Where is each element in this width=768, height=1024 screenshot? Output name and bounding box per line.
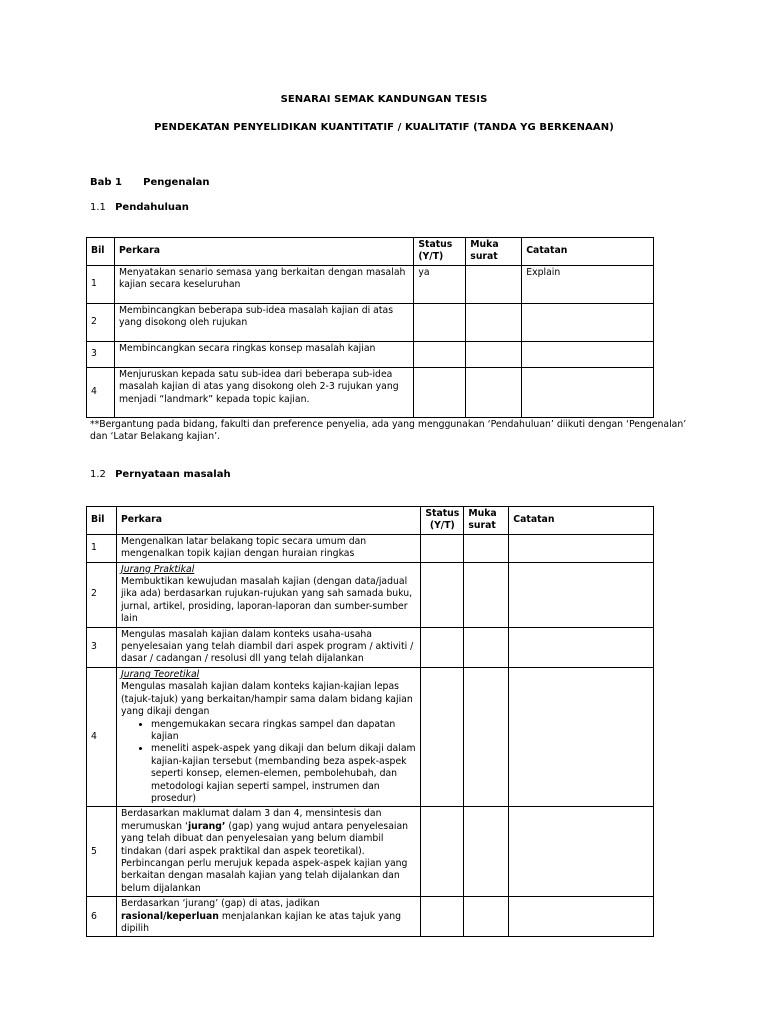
cell-perkara [116,807,420,897]
cell-heading: Jurang Teoretikal [120,668,200,680]
cell-bil: 1 [87,534,117,562]
cell-text: Perbincangan perlu merujuk kepada aspek-aspek kajian yang berkaitan dengan masalah kajian yang telah dijalankan dan belum dijalankan [120,857,408,894]
cell-muka-surat[interactable] [466,265,522,303]
cell-perkara: Menyatakan senario semasa yang berkaitan dengan masalah kajian secara keseluruhan [114,265,413,303]
cell-heading: Jurang Praktikal [120,563,195,575]
cell-bil: 3 [87,627,117,667]
cell-status[interactable] [421,627,464,667]
cell-muka-surat[interactable] [464,562,509,627]
table-row [87,807,654,897]
cell-status[interactable] [414,303,466,341]
cell-muka-surat[interactable] [464,667,509,806]
header-status: Status (Y/T) [421,507,464,535]
header-bil: Bil [87,238,115,266]
header-bil: Bil [87,507,117,535]
table-row [87,627,654,667]
cell-muka-surat[interactable] [464,807,509,897]
header-status: Status (Y/T) [414,238,466,266]
cell-perkara [116,897,420,937]
cell-status[interactable] [414,341,466,367]
cell-catatan[interactable] [522,303,654,341]
cell-bil: 4 [87,367,115,417]
section-name: Pendahuluan [115,202,189,213]
cell-bil: 3 [87,341,115,367]
cell-catatan[interactable]: Explain [522,265,654,303]
document-subtitle: PENDEKATAN PENYELIDIKAN KUANTITATIF / KUALITATIF (TANDA YG BERKENAAN) [154,122,614,133]
checklist-table-1 [86,237,654,418]
chapter-name: Pengenalan [143,177,210,188]
header-catatan: Catatan [509,507,654,535]
cell-text: Mengulas masalah kajian dalam konteks kajian-kajian lepas (tajuk-tajuk) yang berkaitan/hampir sama dalam bidang kajian yang dikaji dengan [120,681,413,718]
cell-text: Berdasarkan ‘jurang’ (gap) di atas, jadikan [120,898,320,910]
list-item: • meneliti aspek-aspek yang dikaji dan belum dikaji dalam kajian-kajian tersebut (membanding beza aspek-aspek seperti konsep, elemen-elemen, pembolehubah, dan metodologi kajian seperti sampel, instrumen dan prosedur) [151,743,416,805]
cell-bold-text: rasional/keperluan [120,910,219,922]
section-note: **Bergantung pada bidang, fakulti dan preference penyelia, ada yang menggunakan ‘Pendahuluan’ diikuti dengan ‘Pengenalan’ dan ‘Latar Belakang kajian’. [90,419,687,443]
cell-perkara: Mengenalkan latar belakang topic secara umum dan mengenalkan topik kajian dengan huraian ringkas [116,534,420,562]
cell-muka-surat[interactable] [464,534,509,562]
checklist-table-2 [86,506,654,937]
cell-text: Berdasarkan maklumat dalam 3 dan 4, mensintesis dan merumuskan ‘ [120,808,382,832]
table-row [87,897,654,937]
cell-perkara: Membincangkan secara ringkas konsep masalah kajian [114,341,413,367]
section-number: 1.1 [90,202,106,213]
cell-catatan[interactable] [509,627,654,667]
cell-status[interactable] [421,667,464,806]
cell-status[interactable] [421,897,464,937]
cell-text: (gap) yang wujud antara penyelesaian yang telah dibuat dan penyelesaian yang belum diambil tindakan (dari aspek praktikal dan aspek teoretikal). [120,820,409,857]
list-item: • mengemukakan secara ringkas sampel dan dapatan kajian [151,719,416,744]
bullet-list [121,719,416,806]
cell-perkara: Mengulas masalah kajian dalam konteks usaha-usaha penyelesaian yang telah diambil dari aspek program / aktiviti / dasar / cadangan / resolusi dll yang telah dijalankan [116,627,420,667]
cell-bil: 4 [87,667,117,806]
header-perkara: Perkara [114,238,413,266]
cell-muka-surat[interactable] [466,303,522,341]
cell-status[interactable] [414,367,466,417]
cell-catatan[interactable] [509,562,654,627]
chapter-heading [90,177,210,188]
cell-bil: 5 [87,807,117,897]
header-perkara: Perkara [116,507,420,535]
table-row [87,667,654,806]
document-title: SENARAI SEMAK KANDUNGAN TESIS [280,94,488,105]
cell-catatan[interactable] [509,897,654,937]
cell-catatan[interactable] [522,341,654,367]
cell-catatan[interactable] [509,534,654,562]
section-heading-1 [90,202,189,213]
section-heading-2 [90,469,231,480]
header-muka-surat: Muka surat [464,507,509,535]
cell-catatan[interactable] [509,667,654,806]
cell-muka-surat[interactable] [464,897,509,937]
cell-perkara [116,667,420,806]
cell-text: Membuktikan kewujudan masalah kajian (dengan data/jadual jika ada) berdasarkan rujukan-rujukan yang sah samada buku, jurnal, artikel, prosiding, laporan-laporan dan sumber-sumber lain [120,576,413,625]
table-header-row [87,238,654,266]
cell-perkara: Membincangkan beberapa sub-idea masalah kajian di atas yang disokong oleh rujukan [114,303,413,341]
table-row [87,534,654,562]
cell-perkara: Menjuruskan kepada satu sub-idea dari beberapa sub-idea masalah kajian di atas yang disokong oleh 2-3 rujukan yang menjadi “landmark” kepada topic kajian. [114,367,413,417]
cell-bil: 1 [87,265,115,303]
cell-catatan[interactable] [522,367,654,417]
table-row [87,265,654,303]
chapter-number: Bab 1 [90,177,122,188]
cell-bil: 6 [87,897,117,937]
cell-muka-surat[interactable] [466,341,522,367]
cell-status[interactable] [421,807,464,897]
table-row [87,341,654,367]
table-header-row [87,507,654,535]
header-catatan: Catatan [522,238,654,266]
cell-catatan[interactable] [509,807,654,897]
table-row [87,303,654,341]
header-muka-surat: Muka surat [466,238,522,266]
cell-text: menjalankan kajian ke atas tajuk yang dipilih [120,910,402,934]
table-row [87,562,654,627]
table-row [87,367,654,417]
section-number: 1.2 [90,469,106,480]
cell-muka-surat[interactable] [466,367,522,417]
cell-muka-surat[interactable] [464,627,509,667]
cell-status[interactable] [421,562,464,627]
cell-status[interactable]: ya [414,265,466,303]
cell-bil: 2 [87,562,117,627]
cell-bil: 2 [87,303,115,341]
cell-perkara [116,562,420,627]
section-name: Pernyataan masalah [115,469,231,480]
cell-status[interactable] [421,534,464,562]
cell-bold-text: jurang’ [187,820,226,832]
